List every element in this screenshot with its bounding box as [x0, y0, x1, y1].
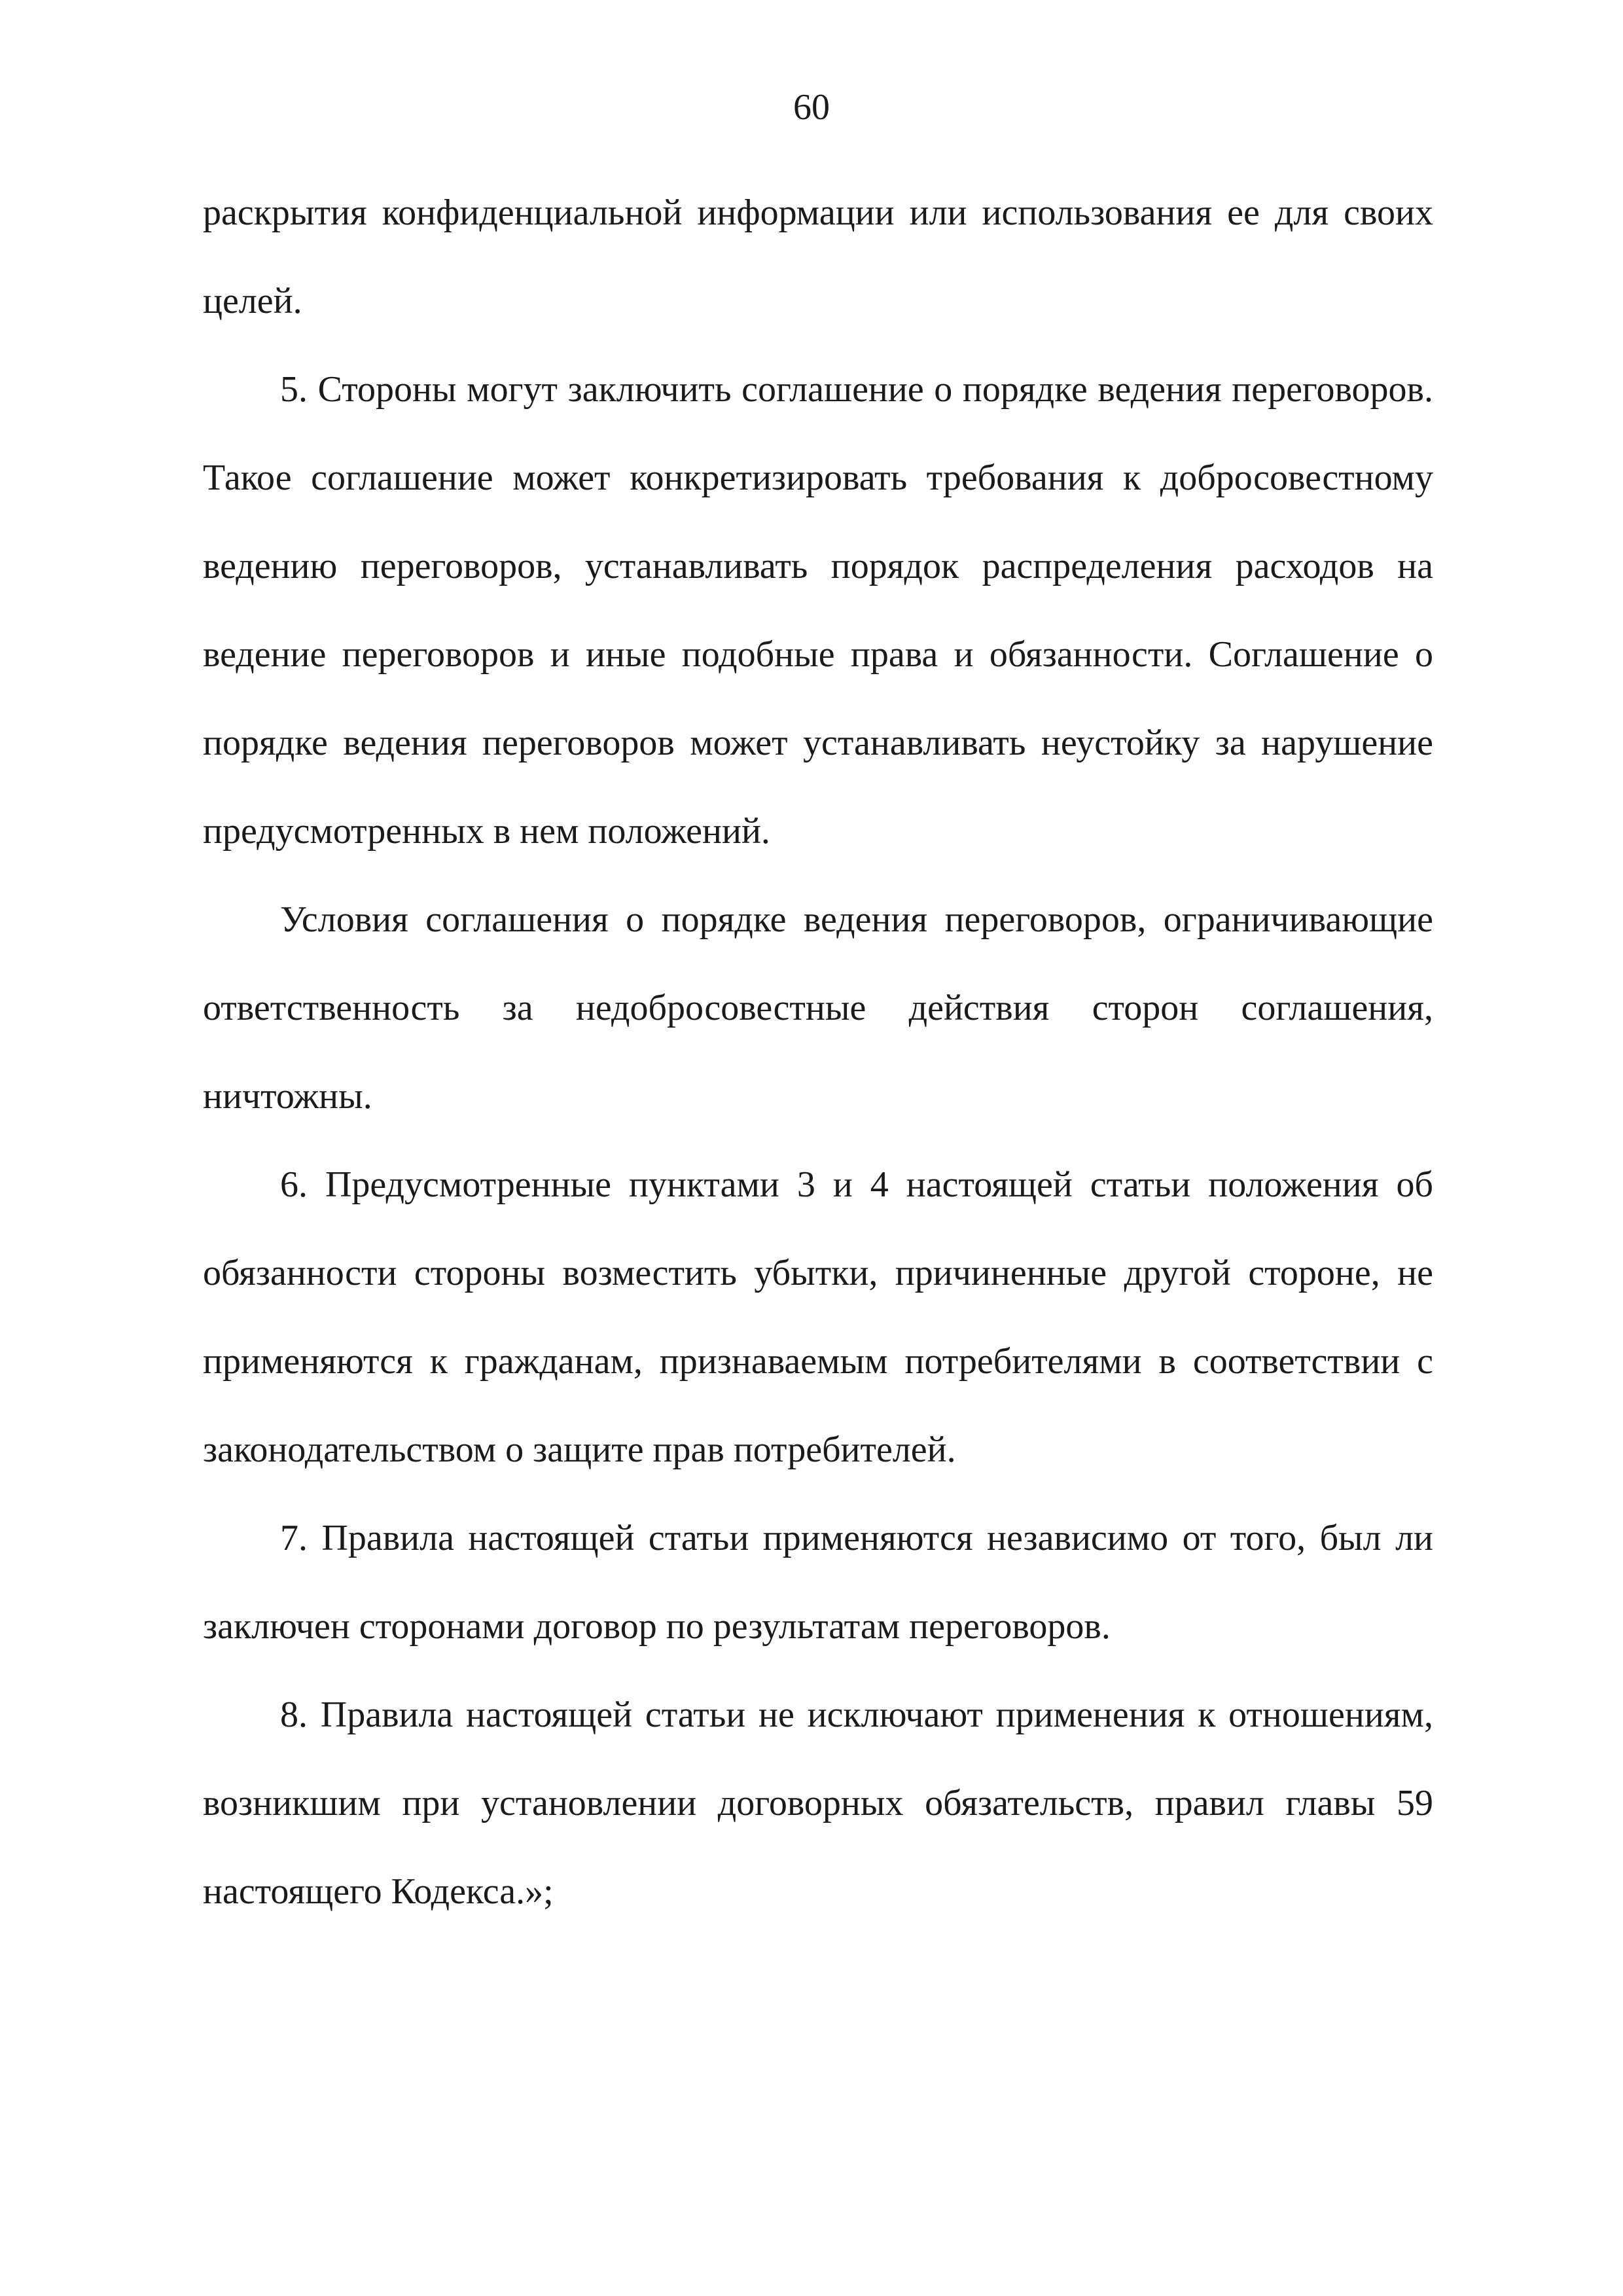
- paragraph-5-negotiation-agreement: 5. Стороны могут заключить соглашение о порядке ведения переговоров. Такое соглашение может конкретизировать требования к добросовестному ведению переговоров, устанавливать порядок распределения расходов на ведение переговоров и иные подобные права и обязанности. Соглашение о порядке ведения переговоров может устанавливать неустойку за нарушение предусмотренных в нем положений.: [203, 369, 1433, 852]
- document-body: [203, 169, 1433, 1936]
- paragraph-8-chapter-59: 8. Правила настоящей статьи не исключают применения к отношениям, возникшим при установлении договорных обязательств, правил главы 59 настоящего Кодекса.»;: [203, 1695, 1433, 1912]
- paragraph-7-applicability: 7. Правила настоящей статьи применяются независимо от того, был ли заключен сторонами договор по результатам переговоров.: [203, 1518, 1433, 1647]
- paragraph-6-consumers: 6. Предусмотренные пунктами 3 и 4 настоящей статьи положения об обязанности стороны возместить убытки, причиненные другой стороне, не применяются к гражданам, признаваемым потребителями в соответствии с законодательством о защите прав потребителей.: [203, 1164, 1433, 1470]
- page-number: 60: [793, 87, 830, 128]
- paragraph-confidential-info: раскрытия конфиденциальной информации или использования ее для своих целей.: [203, 192, 1433, 321]
- paragraph-void-conditions: Условия соглашения о порядке ведения переговоров, ограничивающие ответственность за недобросовестные действия сторон соглашения, ничтожны.: [203, 899, 1433, 1117]
